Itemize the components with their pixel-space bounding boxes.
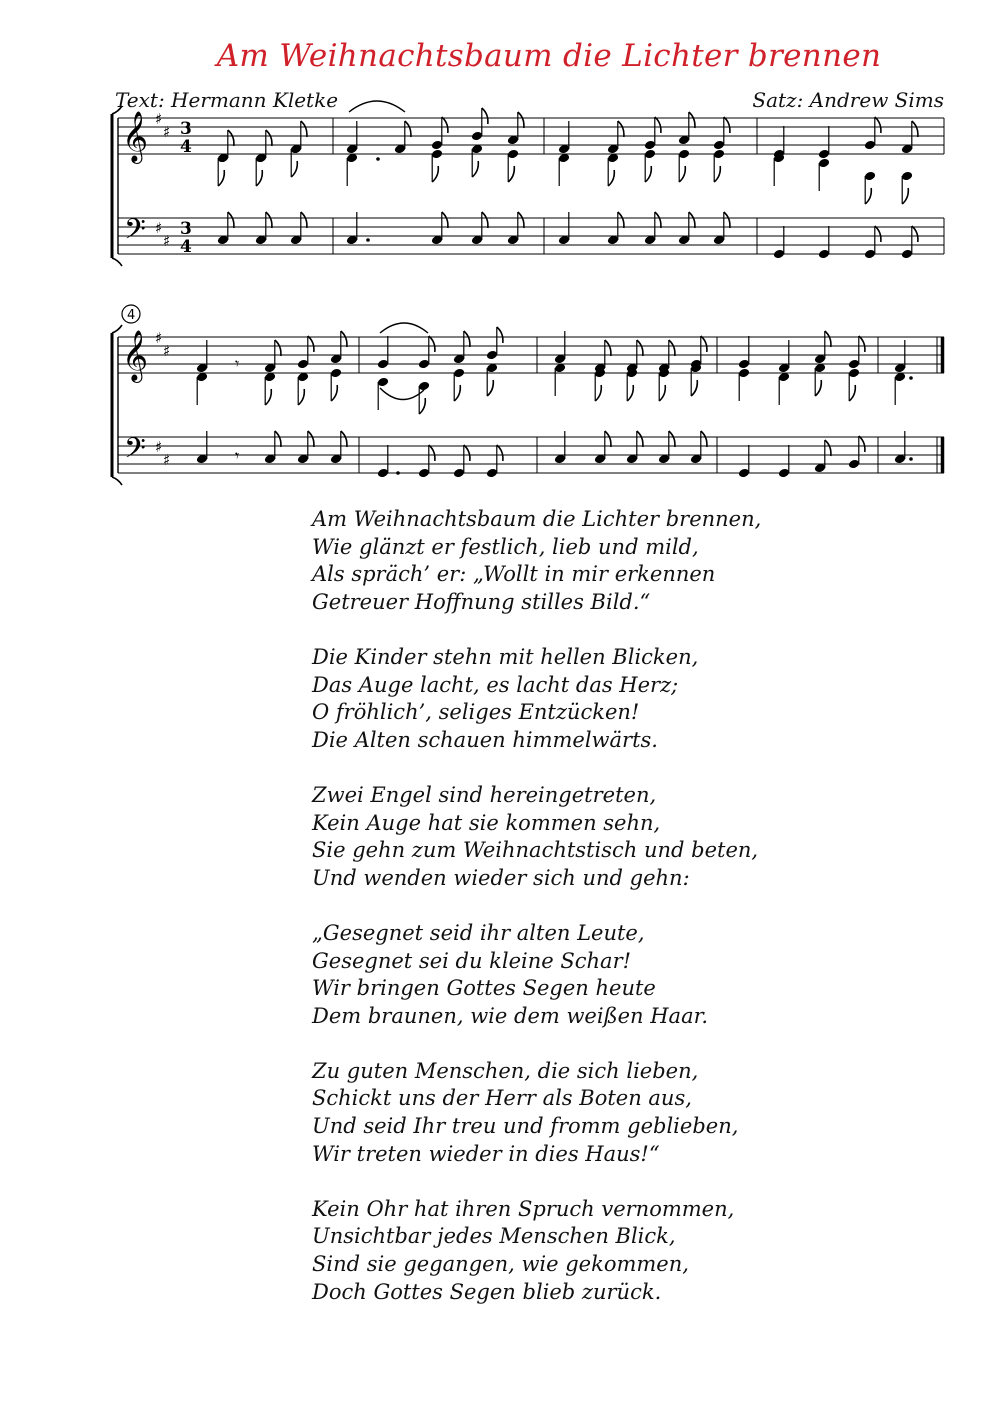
time-signature-top: 3 — [180, 219, 192, 239]
lyric-line: Getreuer Hoffnung stilles Bild.“ — [312, 589, 651, 614]
time-signature-top: 3 — [180, 119, 192, 139]
lyricist-credit: Text: Hermann Kletke — [115, 88, 339, 112]
note-lower-flag — [902, 188, 908, 204]
treble-sharp-icon: ♯ — [155, 110, 163, 128]
note-upper-flag — [275, 340, 281, 356]
note-upper-flag — [301, 121, 307, 137]
bass-note-flag — [689, 212, 695, 228]
augmentation-dot — [376, 157, 380, 161]
lyric-line: Gesegnet sei du kleine Schar! — [312, 948, 632, 973]
note-lower-flag — [454, 385, 460, 401]
arranger-credit: Satz: Andrew Sims — [752, 88, 944, 112]
bass-note-flag — [912, 226, 918, 242]
lyric-line: Kein Ohr hat ihren Spruch vernommen, — [312, 1196, 735, 1221]
lyric-line: Die Kinder stehn mit hellen Blicken, — [312, 644, 699, 669]
note-lower-flag — [256, 170, 262, 186]
bracket-hook-bottom — [112, 258, 122, 266]
eighth-rest-icon: 𝄾 — [235, 446, 240, 465]
note-upper-flag — [429, 336, 435, 352]
bass-note-flag — [228, 212, 234, 228]
note-upper-flag — [875, 117, 881, 133]
note-lower-flag — [865, 188, 871, 204]
sheet-music-score — [0, 0, 992, 500]
note-upper-flag — [618, 121, 624, 137]
treble-clef-icon: 𝄞 — [122, 330, 149, 381]
note-lower-flag — [849, 385, 855, 401]
note-upper-flag — [669, 340, 675, 356]
note-upper-flag — [341, 331, 347, 347]
bass-note-flag — [301, 212, 307, 228]
lyric-line: Kein Auge hat sie kommen sehn, — [312, 810, 661, 835]
note-lower-flag — [291, 161, 297, 177]
treble-sharp-icon: ♯ — [163, 342, 171, 360]
lyric-line: Zwei Engel sind hereingetreten, — [312, 782, 657, 807]
bass-note-flag — [266, 212, 272, 228]
note-lower-flag — [595, 385, 601, 401]
treble-sharp-icon: ♯ — [155, 329, 163, 347]
bass-note-flag — [825, 440, 831, 456]
eighth-rest-icon: 𝄾 — [235, 354, 240, 373]
note-lower-flag — [331, 385, 337, 401]
note-lower-flag — [645, 166, 651, 182]
bracket-hook-top — [112, 106, 122, 114]
bass-note-flag — [875, 226, 881, 242]
note-lower-flag — [608, 170, 614, 186]
note-upper-flag — [308, 336, 314, 352]
lyric-line: Dem braunen, wie dem weißen Haar. — [312, 1003, 708, 1028]
augmentation-dot — [396, 471, 400, 475]
note-lower-flag — [218, 170, 224, 186]
note-lower-flag — [472, 161, 478, 177]
stanza — [312, 920, 932, 1030]
note-upper-flag — [912, 121, 918, 137]
lyric-line: Am Weihnachtsbaum die Lichter brennen, — [312, 507, 762, 531]
note-lower-flag — [679, 166, 685, 182]
time-signature-bottom: 4 — [180, 237, 192, 257]
augmentation-dot — [909, 376, 913, 380]
tie-slur — [380, 323, 428, 333]
bass-note-flag — [724, 212, 730, 228]
bass-sharp-icon: ♯ — [163, 232, 171, 250]
note-lower-flag — [659, 385, 665, 401]
note-upper-flag — [825, 331, 831, 347]
augmentation-dot — [909, 457, 913, 461]
lyric-line: Schickt uns der Herr als Boten aus, — [312, 1086, 692, 1111]
note-upper-flag — [442, 117, 448, 133]
treble-sharp-icon: ♯ — [163, 123, 171, 141]
note-upper-flag — [859, 336, 865, 352]
stanza — [312, 782, 932, 892]
augmentation-dot — [366, 238, 370, 242]
bass-note-flag — [655, 212, 661, 228]
bass-note-flag — [308, 431, 314, 447]
note-upper-flag — [518, 112, 524, 128]
note-upper-flag — [605, 340, 611, 356]
note-upper-flag — [405, 121, 411, 137]
lyric-line: Wie glänzt er festlich, lieb und mild, — [312, 534, 699, 559]
lyric-line: Wir treten wieder in dies Haus!“ — [312, 1141, 660, 1166]
note-lower-flag — [265, 389, 271, 405]
bass-note-flag — [859, 436, 865, 452]
lyrics-block — [312, 506, 932, 1334]
note-upper-flag — [724, 117, 730, 133]
tie-slur — [349, 101, 405, 112]
lyric-line: Zu guten Menschen, die sich lieben, — [312, 1058, 699, 1083]
lyric-line: Doch Gottes Segen blieb zurück. — [312, 1279, 662, 1304]
lyric-line: Sie gehn zum Weihnachtstisch und beten, — [312, 838, 759, 863]
note-upper-flag — [637, 340, 643, 356]
lyric-line: Sind sie gegangen, wie gekommen, — [312, 1252, 689, 1277]
bass-clef-icon: 𝄢 — [124, 432, 146, 472]
bass-note-flag — [669, 431, 675, 447]
bass-note-flag — [482, 212, 488, 228]
bass-note-flag — [275, 431, 281, 447]
time-signature-bottom: 4 — [180, 137, 192, 157]
note-lower-flag — [714, 166, 720, 182]
note-lower-flag — [627, 385, 633, 401]
note-lower-flag — [487, 380, 493, 396]
bass-note-flag — [605, 431, 611, 447]
lyric-line: Unsichtbar jedes Menschen Blick, — [312, 1224, 676, 1249]
note-lower-flag — [815, 380, 821, 396]
bass-note-flag — [497, 445, 503, 461]
bracket-hook-top — [112, 325, 122, 333]
note-lower-flag — [432, 166, 438, 182]
stanza — [312, 1058, 932, 1168]
bracket-hook-bottom — [112, 477, 122, 485]
bass-note-flag — [618, 212, 624, 228]
bass-sharp-icon: ♯ — [155, 219, 163, 237]
lyric-line: Das Auge lacht, es lacht das Herz; — [312, 672, 679, 697]
lyric-line: Wir bringen Gottes Segen heute — [312, 976, 656, 1001]
note-upper-flag — [464, 331, 470, 347]
note-upper-flag — [228, 130, 234, 146]
note-lower-flag — [419, 398, 425, 414]
bass-clef-icon: 𝄢 — [124, 213, 146, 253]
stanza — [312, 644, 932, 754]
stanza — [312, 1196, 932, 1306]
lyric-line: „Gesegnet seid ihr alten Leute, — [312, 920, 645, 945]
lyric-line: Die Alten schauen himmelwärts. — [312, 727, 658, 752]
bass-note-flag — [341, 431, 347, 447]
note-lower-flag — [691, 380, 697, 396]
stanza — [312, 506, 932, 616]
note-upper-flag — [266, 130, 272, 146]
song-title: Am Weihnachtsbaum die Lichter brennen — [216, 38, 882, 74]
bass-sharp-icon: ♯ — [155, 438, 163, 456]
bass-note-flag — [637, 431, 643, 447]
note-upper-flag — [655, 117, 661, 133]
note-lower-flag — [298, 389, 304, 405]
lyric-line: Als spräch’ er: „Wollt in mir erkennen — [312, 562, 716, 587]
bass-sharp-icon: ♯ — [163, 451, 171, 469]
bass-note-flag — [464, 445, 470, 461]
lyric-line: Und seid Ihr treu und fromm geblieben, — [312, 1114, 739, 1139]
note-upper-flag — [701, 336, 707, 352]
lyric-line: O fröhlich’, seliges Entzücken! — [312, 700, 640, 725]
tie-slur — [380, 388, 424, 400]
bass-note-flag — [518, 212, 524, 228]
bass-note-flag — [701, 431, 707, 447]
treble-clef-icon: 𝄞 — [122, 111, 149, 162]
note-lower-flag — [508, 166, 514, 182]
note-upper-flag — [689, 112, 695, 128]
lyric-line: Und wenden wieder sich und gehn: — [312, 865, 690, 890]
note-upper-flag — [497, 327, 503, 343]
measure-number: 4 — [127, 308, 136, 323]
bass-note-flag — [442, 212, 448, 228]
bass-note-flag — [429, 445, 435, 461]
note-upper-flag — [482, 108, 488, 124]
